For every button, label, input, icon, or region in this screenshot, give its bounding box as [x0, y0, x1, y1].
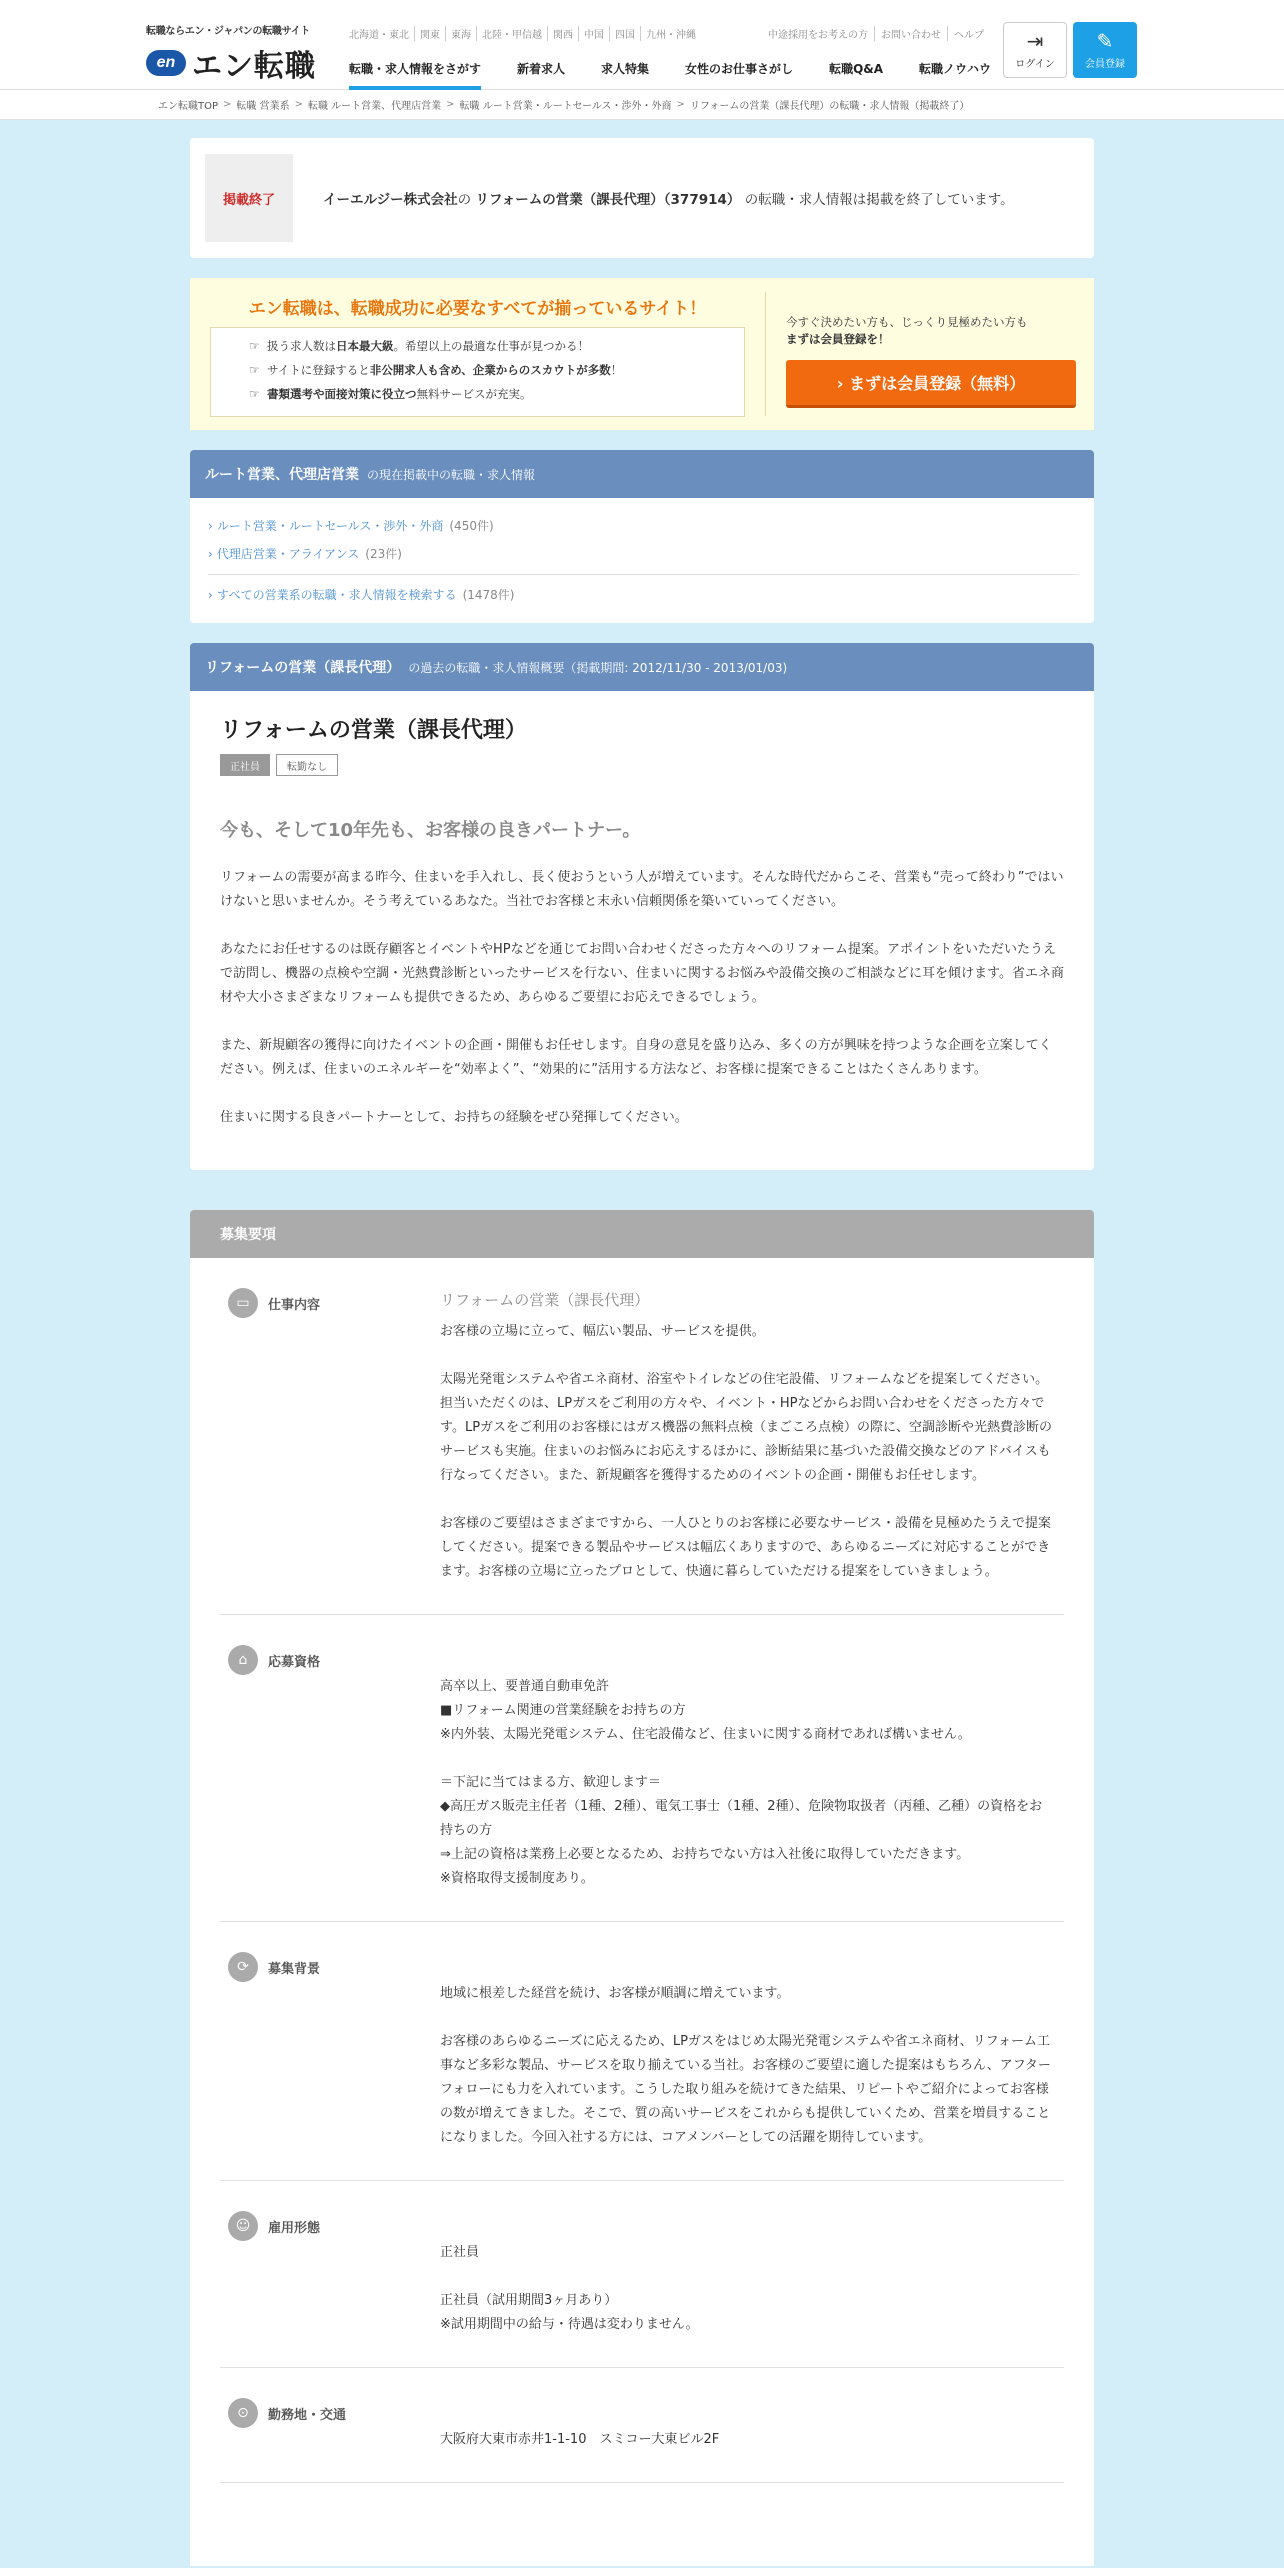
requirement-row: [220, 2368, 1064, 2483]
related-job-link[interactable]: [208, 512, 1079, 540]
requirement-text: お客様の立場に立って、幅広い製品、サービスを提供。: [440, 1324, 765, 1339]
breadcrumb-separator: >: [676, 99, 685, 110]
requirement-label: [220, 2398, 440, 2452]
logo-row: [146, 41, 330, 85]
promo-item-bold: 書類選考や面接対策に役立つ: [267, 387, 417, 401]
promo-list: [210, 327, 745, 417]
requirement-content: [440, 2211, 1064, 2337]
pencil-icon: ✎: [1096, 29, 1114, 53]
nav-features[interactable]: 求人特集: [601, 62, 650, 76]
requirement-label-text: 募集背景: [268, 1962, 321, 1977]
requirement-text: 高卒以上、要普通自動車免許 ■リフォーム関連の営業経験をお持ちの方 ※内外装、太陽光発電システム、住宅設備など、住まいに関する商材であれば構いません。: [440, 1679, 971, 1742]
requirement-label: [220, 1952, 440, 2150]
util-link-help[interactable]: ヘルプ: [954, 30, 984, 41]
region-link[interactable]: 中国: [579, 26, 610, 41]
promo-banner: [190, 278, 1094, 430]
requirement-content: [440, 1288, 1064, 1584]
related-link-count: (23件): [365, 547, 402, 561]
requirement-text: お客様のあらゆるニーズに応えるため、LPガスをはじめ太陽光発電システムや省エネ商材、リフォーム工事など多彩な製品、サービスを取り揃えている当社。お客様のご要望に適した提案はもちろん、アフターフォローにも力を入れています。こうした取り組みを続けてきた結果、リピートやご紹介によってお客様の数が増えてきました。そこで、質の高いサービスをこれからも提供していくため、営業を増員することになりました。今回入社する方には、コアメンバーとしての活躍を期待しています。: [440, 2034, 1051, 2145]
region-link[interactable]: 九州・沖縄: [646, 30, 696, 41]
requirement-text: 正社員（試用期間3ヶ月あり） ※試用期間中の給与・待遇は変わりません。: [440, 2293, 699, 2332]
nav-new-jobs[interactable]: 新着求人: [517, 62, 566, 76]
notice-rest: の転職・求人情報は掲載を終了しています。: [744, 192, 1014, 208]
breadcrumb-separator: >: [446, 99, 455, 110]
requirement-label: [220, 1645, 440, 1891]
requirement-label-text: 勤務地・交通: [268, 2408, 347, 2423]
search-all-sales-link[interactable]: [208, 581, 1079, 609]
breadcrumb-item[interactable]: 転職 ルート営業・ルートセールス・渉外・外商: [459, 101, 672, 112]
summary-paragraph: リフォームの需要が高まる昨今、住まいを手入れし、長く使おうという人が増えています。そんな時代だからこそ、営業も“売って終わり”ではいけないと思いませんか。そう考えているあなた。当社でお客様と末永い信頼関係を築いていってください。: [220, 870, 1064, 909]
region-links: [349, 26, 701, 41]
logo-tagline: 転職ならエン・ジャパンの転職サイト: [146, 26, 310, 37]
requirement-label: [220, 1288, 440, 1584]
login-button[interactable]: [1003, 22, 1067, 78]
promo-left: [190, 292, 766, 416]
person-icon: ☺: [228, 2211, 258, 2241]
promo-item-bold: 非公開求人も含め、企業からのスカウトが多数: [369, 363, 611, 377]
summary-paragraph: また、新規顧客の獲得に向けたイベントの企画・開催もお任せします。自身の意見を盛り込み、多くの方が興味を持つような企画を立案してください。例えば、住まいのエネルギーを“効率よく”、“効果的に”活用する方法など、お客様に提案できることはたくさんあります。: [220, 1038, 1052, 1077]
requirements-header: 募集要項: [190, 1210, 1094, 1258]
requirement-subtitle: リフォームの営業（課長代理）: [440, 1291, 650, 1309]
job-summary-section: [190, 643, 1094, 1170]
requirement-row: [220, 1922, 1064, 2181]
requirement-row: [220, 2181, 1064, 2368]
login-label: ログイン: [1015, 59, 1055, 70]
promo-side-line2: まずは会員登録を！: [786, 332, 890, 346]
breadcrumb-item[interactable]: 転職 営業系: [236, 101, 290, 112]
job-title: リフォームの営業（課長代理）: [220, 718, 527, 743]
breadcrumb-current: リフォームの営業（課長代理）の転職・求人情報（掲載終了）: [689, 101, 970, 112]
requirement-text: お客様のご要望はさまざまですから、一人ひとりのお客様に必要なサービス・設備を見極めたうえで提案してください。提案できる製品やサービスは幅広くありますので、あらゆるニーズに対応することができます。お客様の立場に立ったプロとして、快適に暮らしていただける提案をしていきましょう。: [440, 1516, 1052, 1579]
location-pin-icon: ⊙: [228, 2398, 258, 2428]
related-category: ルート営業、代理店営業: [205, 467, 359, 483]
logo-text: エン転職: [192, 49, 316, 84]
en-logo-icon: en: [146, 50, 186, 76]
region-link[interactable]: 四国: [610, 26, 641, 41]
chevron-right-icon: ›: [208, 519, 213, 533]
pointing-hand-icon: ☞: [249, 363, 260, 377]
employment-tag: 正社員: [220, 754, 270, 776]
related-head-rest: の現在掲載中の転職・求人情報: [367, 467, 536, 482]
requirement-content: [440, 2398, 1064, 2452]
register-button[interactable]: [1073, 22, 1137, 78]
requirement-text: ＝下記に当てはまる方、歓迎します＝ ◆高圧ガス販売主任者（1種、2種）、電気工事士（1種、2種）、危険物取扱者（丙種、乙種）の資格をお持ちの方 ⇒上記の資格は業務上必要となるため、お持ちでない方は入社後に取得していただきます。 ※資格取得支援制度あり。: [440, 1775, 1043, 1886]
related-link-label: ルート営業・ルートセールス・渉外・外商: [216, 519, 444, 533]
breadcrumb-separator: >: [223, 99, 232, 110]
region-link[interactable]: 北陸・甲信越: [477, 26, 548, 41]
requirement-text: 太陽光発電システムや省エネ商材、浴室やトイレなどの住宅設備、リフォームなどを提案してください。担当いただくのは、LPガスをご利用の方々や、イベント・HPなどからお問い合わせをくださった方々です。LPガスをご利用のお客様にはガス機器の無料点検（まごころ点検）の際に、空調診断や光熱費診断のサービスも実施。住まいのお悩みにお応えするほかに、診断結果に基づいた設備交換などのアドバイスも行なってください。また、新規顧客を獲得するためのイベントの企画・開催もお任せします。: [440, 1372, 1053, 1483]
promo-item-text: サイトに登録すると: [267, 363, 370, 377]
region-link[interactable]: 関東: [415, 26, 446, 41]
requirement-label-text: 雇用形態: [268, 2221, 321, 2236]
divider: [208, 574, 1079, 575]
chevron-right-icon: ›: [208, 588, 213, 602]
summary-job-name: リフォームの営業（課長代理）: [205, 660, 401, 676]
related-job-link[interactable]: [208, 540, 1079, 568]
promo-item: [211, 382, 744, 406]
promo-item-text: ！: [610, 363, 623, 377]
pointing-hand-icon: ☞: [249, 339, 260, 353]
util-link-contact[interactable]: お問い合わせ: [875, 26, 948, 41]
related-link-count: (450件): [449, 519, 494, 533]
company-name: イーエルジー株式会社: [323, 192, 458, 208]
site-header: [0, 0, 1284, 90]
related-jobs-header: [190, 450, 1094, 498]
no-transfer-tag: 転勤なし: [276, 754, 338, 776]
promo-title: エン転職は、転職成功に必要なすべてが揃っているサイト！: [248, 299, 707, 319]
summary-body: [190, 691, 1094, 1170]
requirement-label-text: 応募資格: [268, 1655, 321, 1670]
promo-item-text: 扱う求人数は: [267, 339, 336, 353]
requirements-rows: [190, 1258, 1094, 2483]
nav-knowhow[interactable]: 転職ノウハウ: [919, 62, 992, 76]
related-link-count: (1478件): [462, 588, 515, 602]
promo-right: [766, 278, 1094, 430]
register-cta-button[interactable]: › まずは会員登録（無料）: [786, 360, 1076, 408]
breadcrumb-separator: >: [294, 99, 303, 110]
requirement-row: [220, 1258, 1064, 1615]
breadcrumb-item[interactable]: エン転職TOP: [158, 101, 219, 112]
requirement-content: [440, 1952, 1064, 2150]
bookmark-icon: ⌂: [228, 1645, 258, 1675]
summary-header: [190, 643, 1094, 691]
requirement-content: [440, 1645, 1064, 1891]
requirement-row: [220, 1615, 1064, 1922]
listing-ended-notice: [190, 138, 1094, 258]
related-jobs-body: [190, 498, 1094, 623]
catchphrase: 今も、そして10年先も、お客様の良きパートナー。: [220, 820, 641, 841]
utility-links: [768, 26, 990, 41]
region-link[interactable]: 北海道・東北: [349, 26, 415, 41]
related-jobs-section: [190, 450, 1094, 623]
requirement-text: 地域に根差した経営を続け、お客様が順調に増えています。: [440, 1986, 790, 2001]
job-name: リフォームの営業（課長代理）（377914）: [475, 192, 741, 208]
promo-item-text: 無料サービスが充実。: [416, 387, 532, 401]
requirements-section: [190, 1210, 1094, 2566]
breadcrumb: [0, 90, 1284, 120]
summary-head-rest: の過去の転職・求人情報概要（掲載期間: 2012/11/30 - 2013/01/03): [408, 660, 788, 675]
summary-paragraph: あなたにお任せするのは既存顧客とイベントやHPなどを通じてお問い合わせくださった方々へのリフォーム提案。アポイントをいただいたうえで訪問し、機器の点検や空調・光熱費診断といったサービスを行ない、住まいに関するお悩みや設備交換のご相談などに耳を傾けます。省エネ商材や大小さまざまなリフォームも提供できるため、あらゆるご要望にお応えできるでしょう。: [220, 942, 1064, 1005]
chevron-right-icon: ›: [208, 547, 213, 561]
briefcase-icon: ▭: [228, 1288, 258, 1318]
promo-item-text: 。希望以上の最適な仕事が見つかる！: [393, 339, 589, 353]
main-content: [190, 138, 1094, 2566]
requirement-label-text: 仕事内容: [268, 1298, 321, 1313]
refresh-icon: ⟳: [228, 1952, 258, 1982]
notice-particle: の: [457, 192, 472, 208]
login-icon: ⇥: [1026, 29, 1044, 53]
promo-item: [211, 358, 744, 382]
promo-side-line1: 今すぐ決めたい方も、じっくり見極めたい方も: [786, 315, 1028, 329]
region-link[interactable]: 東海: [446, 26, 477, 41]
promo-item: [211, 334, 744, 358]
requirement-label: [220, 2211, 440, 2337]
register-label: 会員登録: [1085, 59, 1125, 70]
summary-paragraph: 住まいに関する良きパートナーとして、お持ちの経験をぜひ発揮してください。: [220, 1110, 688, 1125]
nav-qa[interactable]: 転職Q&A: [829, 62, 884, 76]
nav-search-jobs[interactable]: 転職・求人情報をさがす: [349, 60, 481, 90]
main-nav: [349, 60, 1027, 90]
promo-item-bold: 日本最大級: [336, 339, 394, 353]
region-link[interactable]: 関西: [548, 26, 579, 41]
ended-badge: 掲載終了: [205, 154, 293, 242]
notice-text: [323, 188, 1014, 208]
related-link-label: すべての営業系の転職・求人情報を検索する: [216, 588, 457, 602]
related-link-label: 代理店営業・アライアンス: [216, 547, 360, 561]
util-link-recruiters[interactable]: 中途採用をお考えの方: [768, 26, 875, 41]
job-tags: [220, 754, 1064, 776]
requirement-text: 正社員: [440, 2245, 480, 2260]
requirement-text: 大阪府大東市赤井1-1-10 スミコー大東ビル2F: [440, 2432, 720, 2447]
pointing-hand-icon: ☞: [249, 387, 260, 401]
nav-women-jobs[interactable]: 女性のお仕事さがし: [685, 62, 794, 76]
site-logo[interactable]: [146, 22, 330, 85]
breadcrumb-item[interactable]: 転職 ルート営業、代理店営業: [307, 101, 442, 112]
